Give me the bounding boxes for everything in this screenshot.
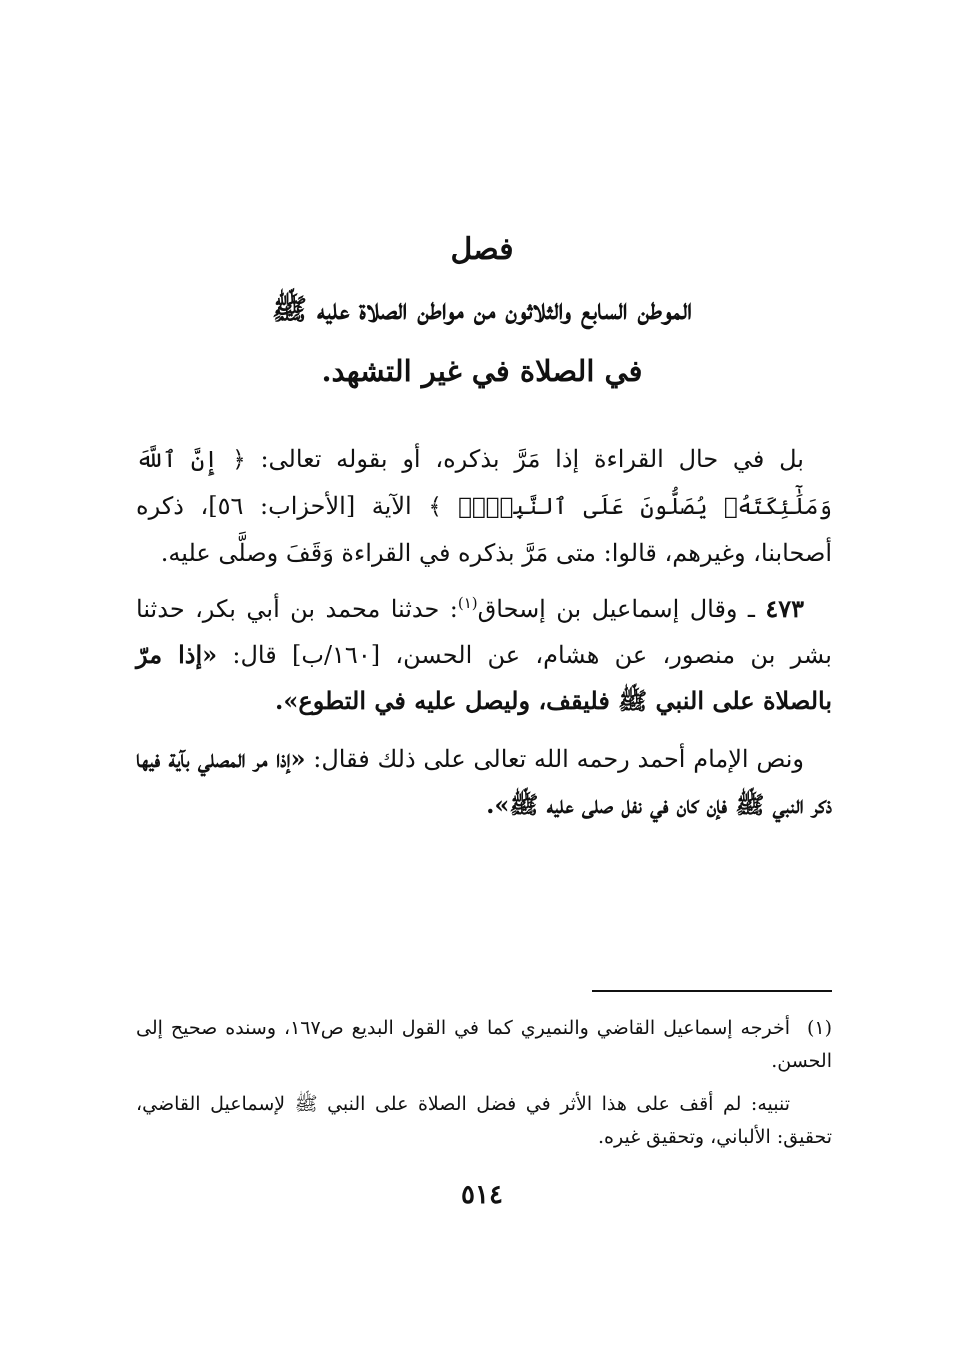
quoted-text: «إذا مر المصلي بآية فيها ذكر النبي ﷺ فإن كان في نفل صلى عليه ﷺ». xyxy=(136,744,832,819)
page-number: ٥١٤ xyxy=(461,1180,503,1210)
paragraph-text: الآية [الأحزاب: ٥٦]، ذكره أصحابنا، وغيرهم، قالوا: متى مَرَّ بذكره في القراءة وَقَفَ وصلَّى عليه. xyxy=(136,492,832,567)
footnote-marker: (١) xyxy=(806,1017,832,1039)
paragraph-hadith-473 xyxy=(136,586,832,724)
paragraph-recitation xyxy=(136,436,832,576)
footnote-text: تنبيه: لم أقف على هذا الأثر في فضل الصلاة على النبي ﷺ لإسماعيل القاضي، تحقيق: الألباني، وتحقيق غيره. xyxy=(136,1093,832,1148)
footnote-divider xyxy=(592,990,832,992)
footnote-note xyxy=(136,1088,832,1154)
report-number: ٤٧٣ xyxy=(765,594,804,623)
section-title-line-2: في الصلاة في غير التشهد. xyxy=(321,354,643,388)
section-heading: فصل xyxy=(450,232,514,267)
footnote-1 xyxy=(136,1012,832,1078)
quoted-text: «إذا مرّ بالصلاة على النبي ﷺ فليقف، وليصل عليه في التطوع». xyxy=(136,640,832,715)
paragraph-text: بل في حال القراءة إذا مَرَّ بذكره، أو بقوله تعالى: xyxy=(245,445,804,473)
section-title-line-1: الموطن السابع والثلاثون من مواطن الصلاة عليه ﷺ xyxy=(271,292,693,326)
paragraph-text: ونص الإمام أحمد رحمه الله تعالى على ذلك فقال: xyxy=(305,745,805,773)
paragraph-text: : حدثنا محمد بن أبي بكر، حدثنا بشر بن منصور، عن هشام، عن الحسن، [١٦٠/ب] قال: xyxy=(136,595,832,669)
footnote-text: أخرجه إسماعيل القاضي والنميري كما في القول البديع ص١٦٧، وسنده صحيح إلى الحسن. xyxy=(136,1017,832,1072)
paragraph-imam-ahmad xyxy=(136,736,832,828)
paragraph-text: ـ وقال إسماعيل بن إسحاق xyxy=(477,595,766,623)
footnote-reference[interactable]: (١) xyxy=(457,594,478,612)
quran-verse: ﴿ إِنَّ ٱللَّهَ وَمَلَٰٓئِكَتَهُۥ يُصَلُّونَ عَلَى ٱلنَّبِيِّۚ ﴾ xyxy=(136,447,833,520)
